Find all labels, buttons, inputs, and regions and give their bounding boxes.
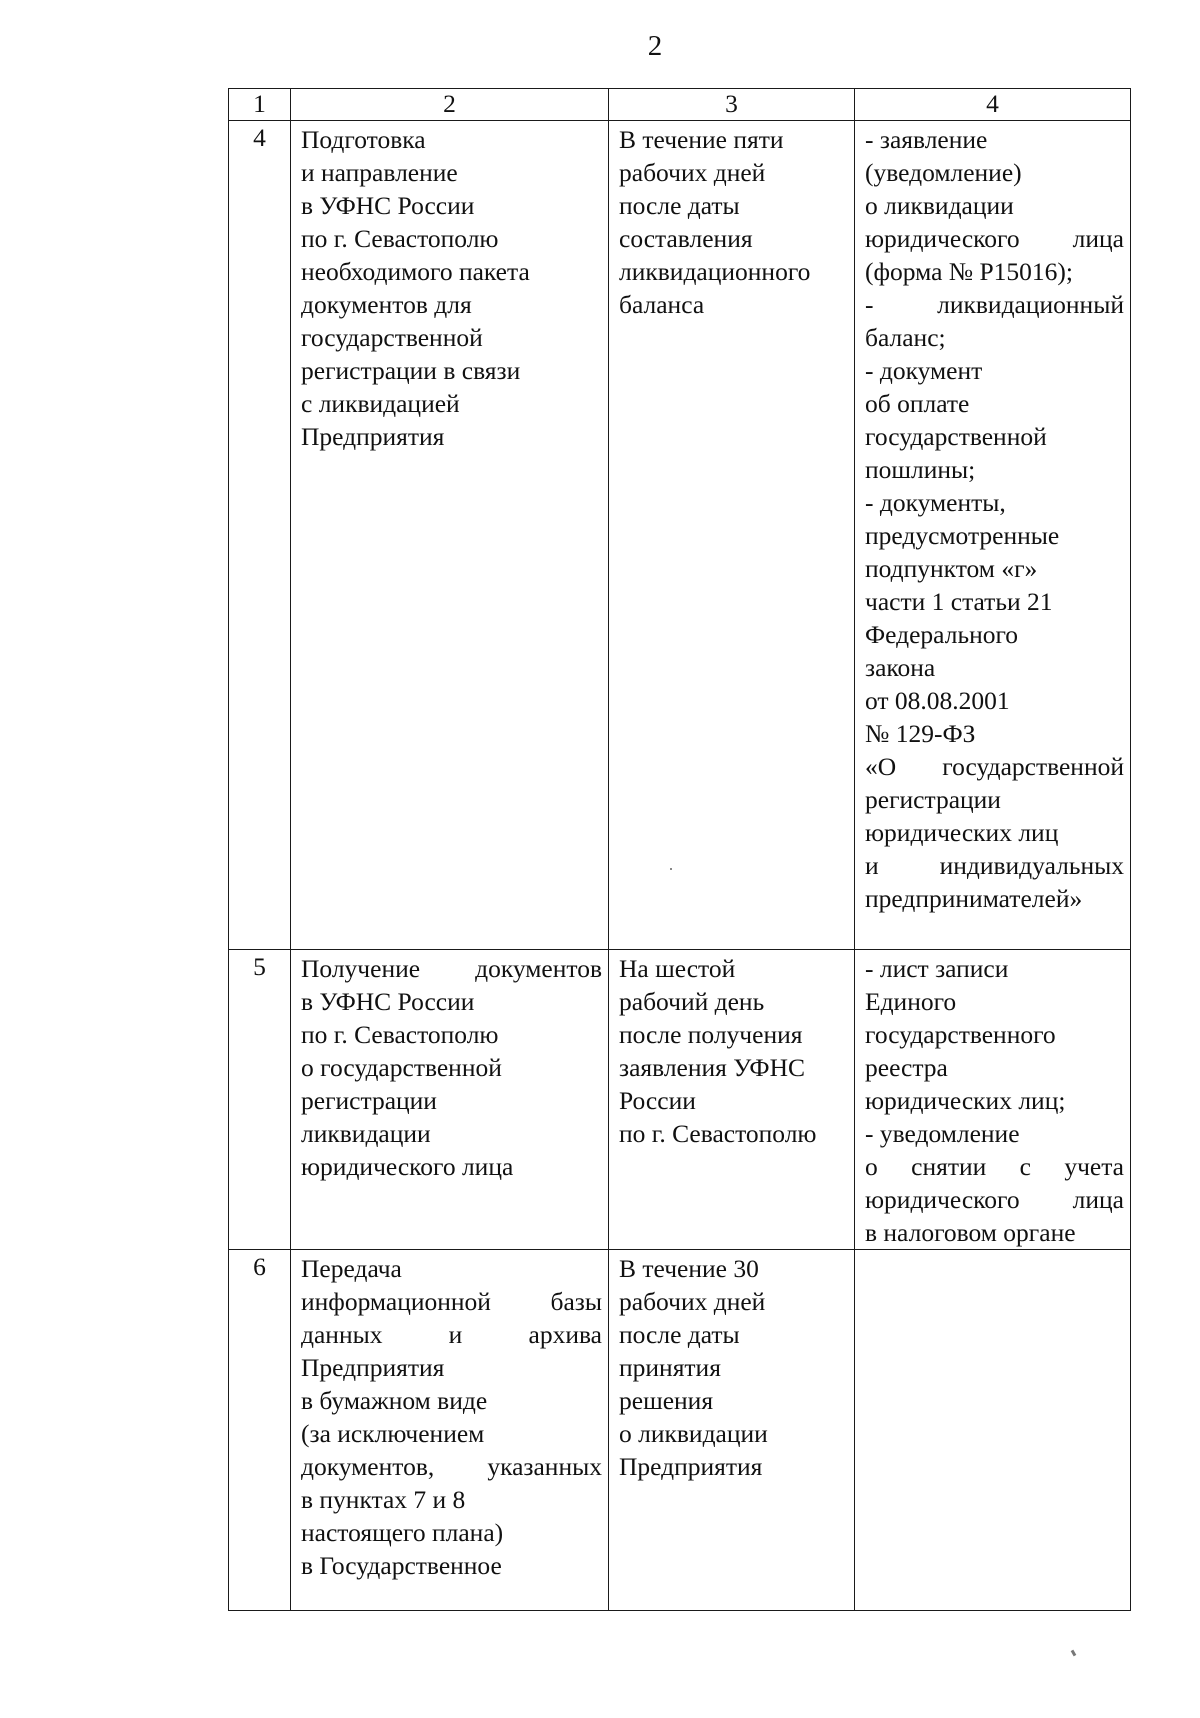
cell-line: юридического лица <box>865 1185 1124 1214</box>
column-header: 3 <box>609 89 855 121</box>
cell-line: в УФНС России <box>301 191 475 220</box>
cell-line: - уведомление <box>865 1119 1020 1148</box>
cell-line: (уведомление) <box>865 158 1022 187</box>
cell-line: документов для <box>301 290 472 319</box>
cell-line: после получения <box>619 1020 803 1049</box>
table-row <box>229 950 1131 1250</box>
cell-line: - лист записи <box>865 954 1009 983</box>
deadline-cell <box>609 121 855 950</box>
cell-line: баланс; <box>865 323 946 352</box>
cell-line: «О государственной <box>865 752 1124 781</box>
cell-line: - документы, <box>865 488 1006 517</box>
cell-line: ликвидационного <box>619 257 811 286</box>
cell-line: В течение 30 <box>619 1254 759 1283</box>
cell-line: Единого <box>865 987 957 1016</box>
scan-speck <box>1071 1650 1077 1657</box>
cell-line: от 08.08.2001 <box>865 686 1010 715</box>
cell-line: баланса <box>619 290 705 319</box>
cell-line: Предприятия <box>619 1452 763 1481</box>
documents-cell <box>855 121 1131 950</box>
row-number: 5 <box>229 950 291 1250</box>
cell-line: (за исключением <box>301 1419 485 1448</box>
cell-line: о снятии с учета <box>865 1152 1124 1181</box>
deadline-cell <box>609 950 855 1250</box>
cell-line: и направление <box>301 158 458 187</box>
cell-line: юридического лица <box>301 1152 514 1181</box>
cell-line: после даты <box>619 191 740 220</box>
cell-line: Предприятия <box>301 1353 445 1382</box>
cell-line: ликвидации <box>301 1119 431 1148</box>
liquidation-plan-table <box>228 88 1131 1611</box>
cell-line: предпринимателей» <box>865 884 1083 913</box>
table-header-row <box>229 89 1131 121</box>
column-header: 4 <box>855 89 1131 121</box>
action-cell <box>291 950 609 1250</box>
cell-line: по г. Севастополю <box>301 1020 499 1049</box>
cell-line: решения <box>619 1386 714 1415</box>
cell-line: необходимого пакета <box>301 257 530 286</box>
cell-line: по г. Севастополю <box>301 224 499 253</box>
cell-line: рабочих дней <box>619 1287 766 1316</box>
cell-line: - заявление <box>865 125 988 154</box>
cell-line: принятия <box>619 1353 721 1382</box>
cell-line: заявления УФНС <box>619 1053 805 1082</box>
cell-line: регистрации <box>301 1086 437 1115</box>
cell-line: Предприятия <box>301 422 445 451</box>
row-number: 4 <box>229 121 291 950</box>
cell-line: подпунктом «г» <box>865 554 1038 583</box>
cell-line: № 129-ФЗ <box>865 719 976 748</box>
action-cell <box>291 121 609 950</box>
cell-line: регистрации в связи <box>301 356 521 385</box>
cell-line: информационной базы <box>301 1287 602 1316</box>
cell-line: юридического лица <box>865 224 1124 253</box>
cell-line: предусмотренные <box>865 521 1060 550</box>
cell-line: России <box>619 1086 696 1115</box>
cell-line: данных и архива <box>301 1320 602 1349</box>
deadline-cell <box>609 1250 855 1611</box>
cell-line: с ликвидацией <box>301 389 460 418</box>
cell-line: Федерального <box>865 620 1019 649</box>
cell-line: в налоговом органе <box>865 1218 1076 1247</box>
cell-line: Получение документов <box>301 954 602 983</box>
cell-line: рабочий день <box>619 987 765 1016</box>
cell-line: пошлины; <box>865 455 976 484</box>
cell-line: документов, указанных <box>301 1452 602 1481</box>
cell-line: реестра <box>865 1053 948 1082</box>
cell-line: Подготовка <box>301 125 426 154</box>
cell-line: На шестой <box>619 954 736 983</box>
cell-line: регистрации <box>865 785 1001 814</box>
cell-line: государственного <box>865 1020 1056 1049</box>
cell-line: о ликвидации <box>865 191 1014 220</box>
cell-line: юридических лиц <box>865 818 1059 847</box>
table-row <box>229 1250 1131 1611</box>
cell-line: - документ <box>865 356 983 385</box>
table-row <box>229 121 1131 950</box>
cell-line: о государственной <box>301 1053 502 1082</box>
cell-line: в бумажном виде <box>301 1386 488 1415</box>
cell-line: В течение пяти <box>619 125 784 154</box>
cell-line: и индивидуальных <box>865 851 1124 880</box>
cell-line: - ликвидационный <box>865 290 1124 319</box>
cell-line: Передача <box>301 1254 402 1283</box>
column-header: 1 <box>229 89 291 121</box>
cell-line: об оплате <box>865 389 970 418</box>
cell-line: государственной <box>865 422 1047 451</box>
row-number: 6 <box>229 1250 291 1611</box>
cell-line: закона <box>865 653 936 682</box>
action-cell <box>291 1250 609 1611</box>
cell-line: в УФНС России <box>301 987 475 1016</box>
cell-line: в пунктах 7 и 8 <box>301 1485 466 1514</box>
cell-line: о ликвидации <box>619 1419 768 1448</box>
cell-line: части 1 статьи 21 <box>865 587 1053 616</box>
cell-line: рабочих дней <box>619 158 766 187</box>
cell-line: после даты <box>619 1320 740 1349</box>
column-header: 2 <box>291 89 609 121</box>
cell-line: юридических лиц; <box>865 1086 1066 1115</box>
documents-cell <box>855 1250 1131 1611</box>
scan-speck <box>670 868 672 870</box>
cell-line: составления <box>619 224 753 253</box>
cell-line: по г. Севастополю <box>619 1119 817 1148</box>
cell-line: (форма № Р15016); <box>865 257 1073 286</box>
page-number: 2 <box>647 30 663 62</box>
cell-line: настоящего плана) <box>301 1518 504 1547</box>
documents-cell <box>855 950 1131 1250</box>
cell-line: государственной <box>301 323 483 352</box>
cell-line: в Государственное <box>301 1551 502 1580</box>
